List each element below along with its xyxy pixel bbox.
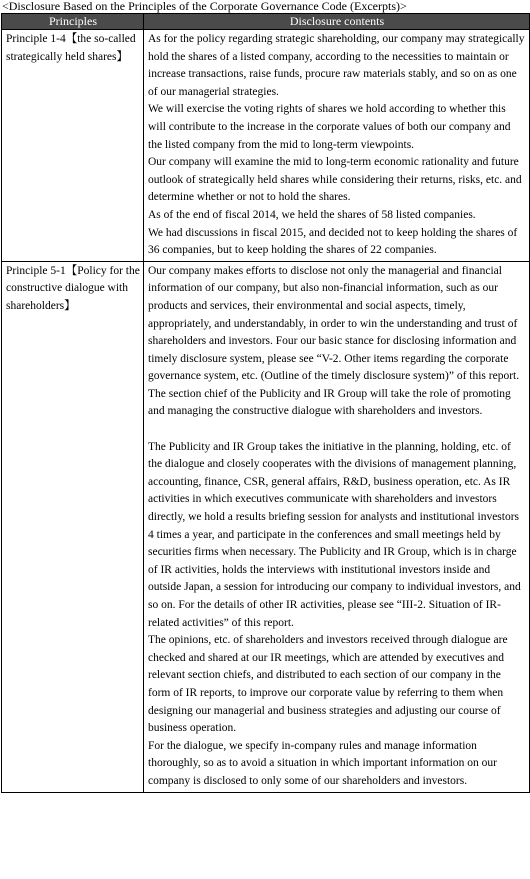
blank-line xyxy=(148,421,526,439)
content-paragraph: Our company makes efforts to disclose not only the managerial and financial information of our company, but also non-financial information, such as our products and services, their environmental and social aspects, timely, appropriately, and understandably, in order to win the understanding and trust of shareholders and investors. Four our basic stance for disclosing information and timely disclosure system, please see “V-2. Other items regarding the corporate governance system, etc. (Outline of the timely disclosure system)” of this report. xyxy=(148,264,520,383)
principles-column-header: Principles xyxy=(2,14,144,30)
disclosure-content-cell xyxy=(144,261,530,792)
table-header-row xyxy=(2,14,530,30)
principle-cell: Principle 1-4【the so-called strategically held shares】 xyxy=(2,30,144,262)
disclosure-content-cell xyxy=(144,30,530,262)
table-row xyxy=(2,30,530,262)
document-title: <Disclosure Based on the Principles of the Corporate Governance Code (Excerpts)> xyxy=(2,0,407,13)
content-paragraph: We will exercise the voting rights of shares we hold according to whether this will contribute to the increase in the corporate values of both our company and the listed company from the mid to long-term viewpoints. xyxy=(148,103,511,151)
table-row xyxy=(2,261,530,792)
content-paragraph: For the dialogue, we specify in-company rules and manage information thoroughly, so as to avoid a situation in which important information on our company is disclosed to only some of our shareholders and investors. xyxy=(148,739,497,787)
content-paragraph: We had discussions in fiscal 2015, and decided not to keep holding the shares of 36 companies, but to keep holding the shares of 22 companies. xyxy=(148,226,518,257)
contents-column-header: Disclosure contents xyxy=(144,14,530,30)
content-paragraph: As of the end of fiscal 2014, we held the shares of 58 listed companies. xyxy=(148,208,476,221)
content-paragraph: As for the policy regarding strategic shareholding, our company may strategically hold the shares of a listed company, according to the necessities to maintain or increase transactions, raise funds, procure raw materials stably, and so on as one of our managerial strategies. xyxy=(148,33,525,98)
content-paragraph: The Publicity and IR Group takes the initiative in the planning, holding, etc. of the dialogue and closely cooperates with the divisions of management planning, accounting, finance, CSR, general affairs, R&D, business operation, etc. As IR activities in which executives communicate with shareholders and investors directly, we hold a results briefing session for analysts and institutional investors 4 times a year, and participate in the conferences and small meetings held by securities firms when necessary. The Publicity and IR Group, which is in charge of IR activities, holds the interviews with institutional investors inside and outside Japan, a session for introducing our company to individual investors, and so on. For the details of other IR activities, please see “III-2. Situation of IR-related activities” of this report. xyxy=(148,440,521,629)
content-paragraph: The section chief of the Publicity and IR Group will take the role of promoting and managing the constructive dialogue with shareholders and investors. xyxy=(148,387,511,418)
content-paragraph: The opinions, etc. of shareholders and investors received through dialogue are checked and shared at our IR meetings, which are attended by executives and relevant section chiefs, and distributed to each section of our company in the form of IR reports, to improve our corporate value by referring to them when designing our managerial and business strategies and adjusting our course of business operation. xyxy=(148,634,508,735)
principle-cell: Principle 5-1【Policy for the constructive dialogue with shareholders】 xyxy=(2,261,144,792)
content-paragraph: Our company will examine the mid to long-term economic rationality and future outlook of strategically held shares while considering their returns, risks, etc. and determine whether or not to hold the shares. xyxy=(148,156,522,204)
governance-disclosure-table xyxy=(1,13,530,793)
